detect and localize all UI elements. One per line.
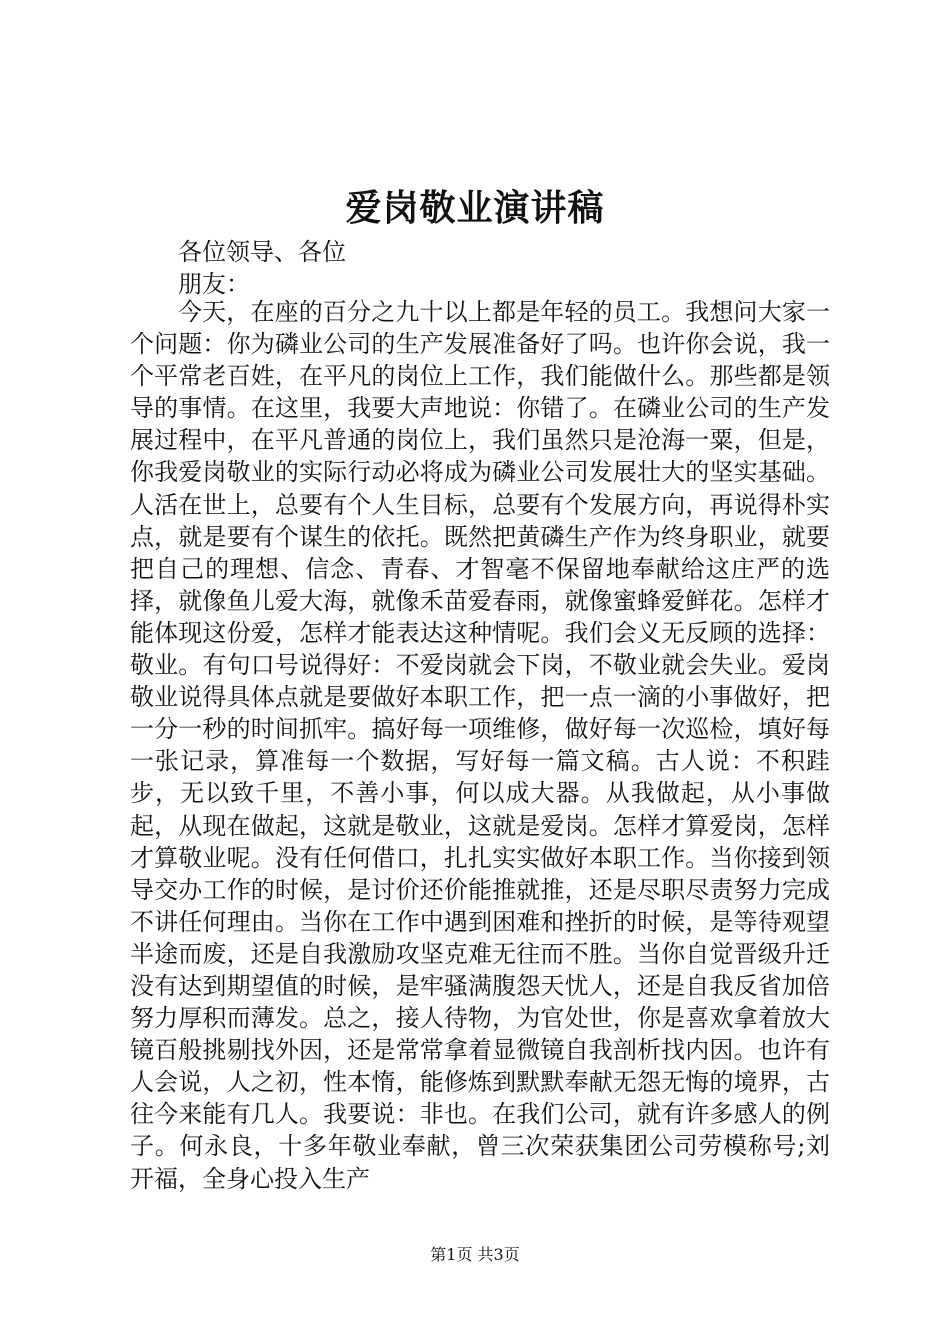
salutation-line-1: 各位领导、各位 bbox=[178, 238, 346, 266]
body-paragraph: 今天，在座的百分之九十以上都是年轻的员工。我想问大家一个问题：你为磷业公司的生产发展准备好了吗。也许你会说，我一个平常老百姓，在平凡的岗位上工作，我们能做什么。那些都是领导的事情。在这里，我要大声地说：你错了。在磷业公司的生产发展过程中，在平凡普通的岗位上，我们虽然只是沧海一粟，但是，你我爱岗敬业的实际行动必将成为磷业公司发展壮大的坚实基础。人活在世上，总要有个人生目标，总要有个发展方向，再说得朴实点，就是要有个谋生的依托。既然把黄磷生产作为终身职业，就要把自己的理想、信念、青春、才智毫不保留地奉献给这庄严的选择，就像鱼儿爱大海，就像禾苗爱春雨，就像蜜蜂爱鲜花。怎样才能体现这份爱，怎样才能表达这种情呢。我们会义无反顾的选择：敬业。有句口号说得好：不爱岗就会下岗，不敬业就会失业。爱岗敬业说得具体点就是要做好本职工作，把一点一滴的小事做好，把一分一秒的时间抓牢。搞好每一项维修，做好每一次巡检，填好每一张记录，算准每一个数据，写好每一篇文稿。古人说：不积跬步，无以致千里，不善小事，何以成大器。从我做起，从小事做起，从现在做起，这就是敬业，这就是爱岗。怎样才算爱岗，怎样才算敬业呢。没有任何借口，扎扎实实做好本职工作。当你接到领导交办工作的时候，是讨价还价能推就推，还是尽职尽责努力完成不讲任何理由。当你在工作中遇到困难和挫折的时候，是等待观望半途而废，还是自我激励攻坚克难无往而不胜。当你自觉晋级升迁没有达到期望值的时候，是牢骚满腹怨天忧人，还是自我反省加倍努力厚积而薄发。总之，接人待物，为官处世，你是喜欢拿着放大镜百般挑剔找外因，还是常常拿着显微镜自我剖析找内因。也许有人会说，人之初，性本惰，能修炼到默默奉献无怨无悔的境界，古往今来能有几人。我要说：非也。在我们公司，就有许多感人的例子。何永良，十多年敬业奉献，曾三次荣获集团公司劳模称号;刘开福，全身心投入生产 bbox=[130, 298, 830, 1193]
salutation-line-2: 朋友： bbox=[178, 270, 250, 298]
page-title: 爱岗敬业演讲稿 bbox=[345, 187, 605, 229]
page-footer: 第1页 共3页 bbox=[430, 1245, 520, 1264]
